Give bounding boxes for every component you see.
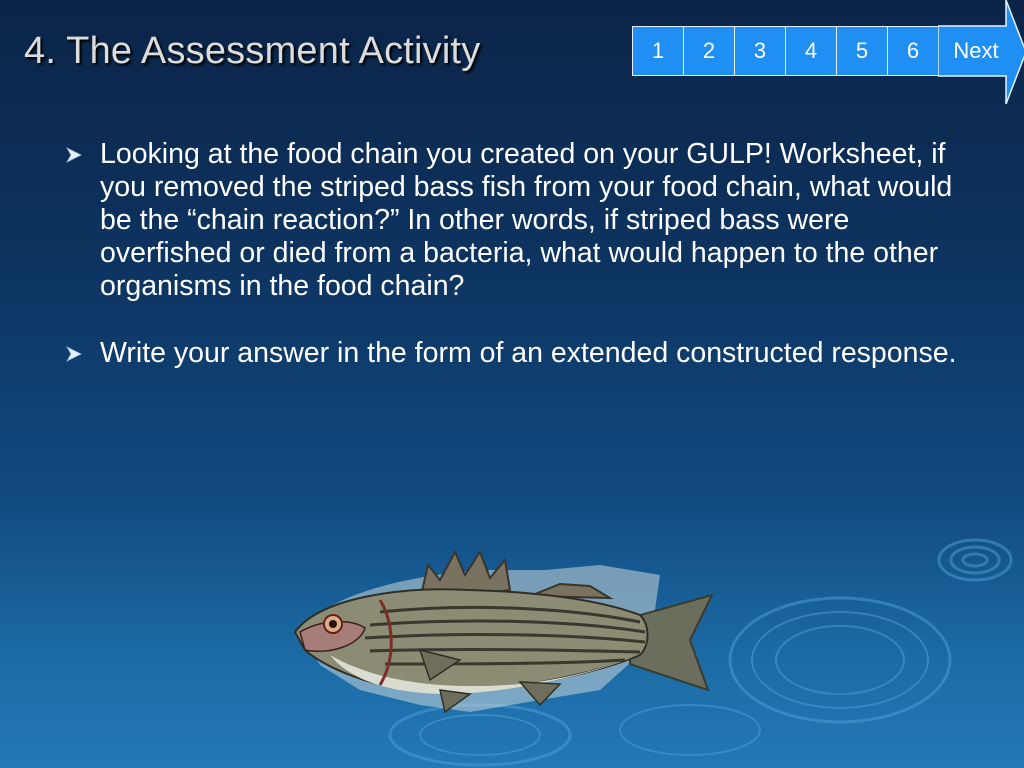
- slide-title: 4. The Assessment Activity: [24, 30, 481, 72]
- bullet-text: Looking at the food chain you created on your GULP! Worksheet, if you removed the striped bass fish from your food chain, what would be the “chain reaction?” In other words, if striped bass were overfished or died from a bacteria, what would happen to the other organisms in the food chain?: [100, 138, 953, 302]
- nav-page-6-button[interactable]: 6: [887, 26, 938, 76]
- nav-page-2-button[interactable]: 2: [683, 26, 734, 76]
- next-button-label: Next: [953, 38, 999, 63]
- nav-page-4-button[interactable]: 4: [785, 26, 836, 76]
- bullet-text: Write your answer in the form of an extended constructed response.: [100, 337, 957, 369]
- nav-page-3-button[interactable]: 3: [734, 26, 785, 76]
- nav-page-1-button[interactable]: 1: [632, 26, 683, 76]
- nav-page-5-button[interactable]: 5: [836, 26, 887, 76]
